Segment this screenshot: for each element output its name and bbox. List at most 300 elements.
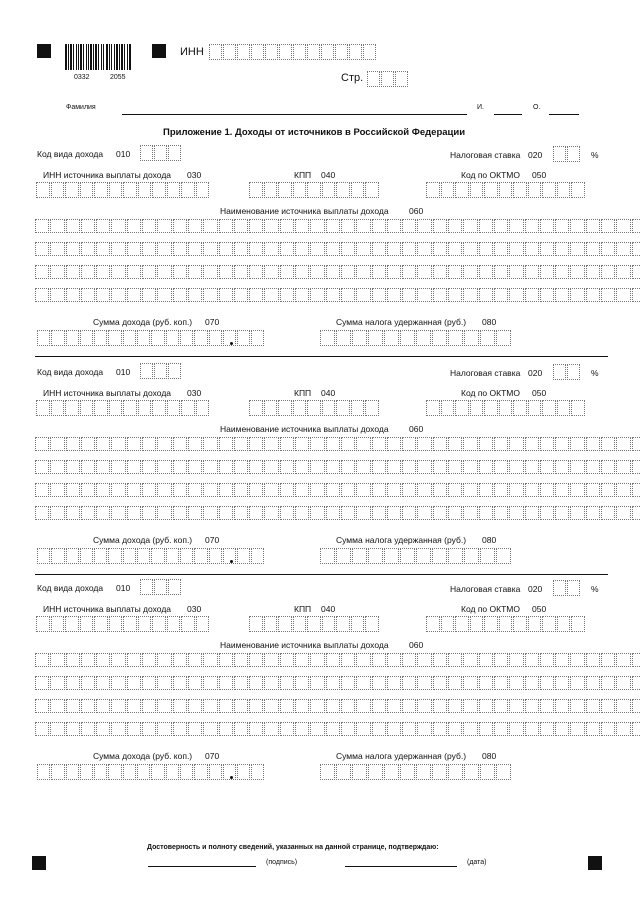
- input-cell[interactable]: [553, 580, 566, 596]
- input-cell[interactable]: [196, 616, 210, 632]
- input-cell[interactable]: [219, 437, 233, 451]
- input-cell[interactable]: [111, 242, 125, 256]
- input-cell[interactable]: [157, 460, 171, 474]
- input-cell[interactable]: [249, 699, 263, 713]
- input-cell[interactable]: [111, 653, 125, 667]
- input-cell[interactable]: [138, 400, 152, 416]
- input-cell[interactable]: [616, 506, 630, 520]
- input-cell[interactable]: [356, 722, 370, 736]
- input-cell[interactable]: [417, 653, 431, 667]
- input-cell[interactable]: [264, 483, 278, 497]
- tax-rate-field[interactable]: [553, 364, 581, 380]
- input-cell[interactable]: [351, 182, 365, 198]
- input-cell[interactable]: [326, 653, 340, 667]
- input-cell[interactable]: [494, 676, 508, 690]
- input-cell[interactable]: [525, 288, 539, 302]
- input-cell[interactable]: [140, 145, 153, 161]
- input-cell[interactable]: [94, 764, 107, 780]
- input-cell[interactable]: [50, 722, 64, 736]
- input-cell[interactable]: [368, 764, 383, 780]
- input-cell[interactable]: [173, 219, 187, 233]
- input-cell[interactable]: [513, 616, 527, 632]
- input-cell[interactable]: [50, 288, 64, 302]
- source-name-row[interactable]: [35, 676, 640, 690]
- input-cell[interactable]: [381, 71, 394, 87]
- input-cell[interactable]: [356, 699, 370, 713]
- input-cell[interactable]: [416, 330, 431, 346]
- input-cell[interactable]: [540, 699, 554, 713]
- input-cell[interactable]: [509, 265, 523, 279]
- input-cell[interactable]: [168, 145, 181, 161]
- input-cell[interactable]: [402, 288, 416, 302]
- input-cell[interactable]: [387, 437, 401, 451]
- input-cell[interactable]: [632, 219, 640, 233]
- input-cell[interactable]: [352, 330, 367, 346]
- tax-withheld-field[interactable]: [320, 548, 512, 564]
- input-cell[interactable]: [528, 616, 542, 632]
- input-cell[interactable]: [484, 400, 498, 416]
- input-cell[interactable]: [426, 182, 440, 198]
- input-cell[interactable]: [553, 364, 566, 380]
- input-cell[interactable]: [80, 764, 93, 780]
- input-cell[interactable]: [157, 483, 171, 497]
- input-cell[interactable]: [219, 483, 233, 497]
- input-cell[interactable]: [433, 653, 447, 667]
- input-cell[interactable]: [66, 288, 80, 302]
- input-cell[interactable]: [494, 722, 508, 736]
- input-cell[interactable]: [249, 506, 263, 520]
- input-cell[interactable]: [111, 437, 125, 451]
- input-cell[interactable]: [173, 437, 187, 451]
- input-cell[interactable]: [455, 616, 469, 632]
- input-cell[interactable]: [127, 506, 141, 520]
- input-cell[interactable]: [372, 653, 386, 667]
- input-cell[interactable]: [173, 506, 187, 520]
- input-cell[interactable]: [479, 219, 493, 233]
- input-cell[interactable]: [417, 460, 431, 474]
- input-cell[interactable]: [336, 548, 351, 564]
- input-cell[interactable]: [448, 288, 462, 302]
- input-cell[interactable]: [196, 182, 210, 198]
- input-cell[interactable]: [181, 182, 195, 198]
- input-cell[interactable]: [35, 722, 49, 736]
- input-cell[interactable]: [494, 242, 508, 256]
- source-name-row[interactable]: [35, 483, 640, 497]
- input-cell[interactable]: [448, 330, 463, 346]
- input-cell[interactable]: [264, 242, 278, 256]
- input-cell[interactable]: [280, 699, 294, 713]
- input-cell[interactable]: [540, 722, 554, 736]
- input-cell[interactable]: [586, 653, 600, 667]
- input-cell[interactable]: [188, 722, 202, 736]
- input-cell[interactable]: [203, 699, 217, 713]
- input-cell[interactable]: [632, 699, 640, 713]
- input-cell[interactable]: [111, 219, 125, 233]
- input-cell[interactable]: [249, 288, 263, 302]
- input-cell[interactable]: [66, 265, 80, 279]
- input-cell[interactable]: [36, 182, 50, 198]
- input-cell[interactable]: [553, 146, 566, 162]
- input-cell[interactable]: [219, 506, 233, 520]
- input-cell[interactable]: [601, 265, 615, 279]
- input-cell[interactable]: [142, 242, 156, 256]
- input-cell[interactable]: [80, 182, 94, 198]
- input-cell[interactable]: [352, 548, 367, 564]
- input-cell[interactable]: [96, 219, 110, 233]
- input-cell[interactable]: [142, 483, 156, 497]
- input-cell[interactable]: [470, 616, 484, 632]
- input-cell[interactable]: [234, 265, 248, 279]
- input-cell[interactable]: [50, 242, 64, 256]
- input-cell[interactable]: [494, 506, 508, 520]
- input-cell[interactable]: [356, 437, 370, 451]
- tax-rate-field[interactable]: [553, 580, 581, 596]
- input-cell[interactable]: [181, 616, 195, 632]
- input-cell[interactable]: [295, 506, 309, 520]
- input-cell[interactable]: [372, 219, 386, 233]
- input-cell[interactable]: [157, 699, 171, 713]
- input-cell[interactable]: [234, 653, 248, 667]
- income-sum-kop-field[interactable]: [237, 764, 265, 780]
- input-cell[interactable]: [96, 242, 110, 256]
- input-cell[interactable]: [448, 483, 462, 497]
- input-cell[interactable]: [402, 722, 416, 736]
- input-cell[interactable]: [336, 764, 351, 780]
- input-cell[interactable]: [479, 460, 493, 474]
- input-cell[interactable]: [66, 676, 80, 690]
- input-cell[interactable]: [432, 764, 447, 780]
- input-cell[interactable]: [35, 219, 49, 233]
- input-cell[interactable]: [632, 506, 640, 520]
- input-cell[interactable]: [188, 676, 202, 690]
- input-cell[interactable]: [363, 44, 376, 60]
- surname-field[interactable]: [122, 114, 467, 115]
- input-cell[interactable]: [223, 44, 236, 60]
- input-cell[interactable]: [35, 242, 49, 256]
- input-cell[interactable]: [209, 764, 222, 780]
- input-cell[interactable]: [586, 676, 600, 690]
- input-cell[interactable]: [123, 548, 136, 564]
- input-cell[interactable]: [513, 182, 527, 198]
- input-cell[interactable]: [540, 653, 554, 667]
- input-cell[interactable]: [234, 722, 248, 736]
- input-cell[interactable]: [111, 265, 125, 279]
- input-cell[interactable]: [463, 653, 477, 667]
- input-cell[interactable]: [448, 265, 462, 279]
- input-cell[interactable]: [111, 722, 125, 736]
- input-cell[interactable]: [127, 437, 141, 451]
- input-cell[interactable]: [525, 460, 539, 474]
- input-cell[interactable]: [51, 400, 65, 416]
- input-cell[interactable]: [180, 548, 193, 564]
- input-cell[interactable]: [293, 44, 306, 60]
- input-cell[interactable]: [463, 506, 477, 520]
- input-cell[interactable]: [81, 219, 95, 233]
- input-cell[interactable]: [295, 483, 309, 497]
- input-cell[interactable]: [322, 182, 336, 198]
- input-cell[interactable]: [310, 483, 324, 497]
- input-cell[interactable]: [35, 483, 49, 497]
- input-cell[interactable]: [50, 653, 64, 667]
- input-cell[interactable]: [173, 288, 187, 302]
- input-cell[interactable]: [234, 219, 248, 233]
- input-cell[interactable]: [81, 288, 95, 302]
- input-cell[interactable]: [509, 653, 523, 667]
- input-cell[interactable]: [571, 400, 585, 416]
- input-cell[interactable]: [540, 242, 554, 256]
- input-cell[interactable]: [513, 400, 527, 416]
- income-code-field[interactable]: [140, 579, 182, 595]
- input-cell[interactable]: [137, 548, 150, 564]
- input-cell[interactable]: [525, 437, 539, 451]
- oktmo-field[interactable]: [426, 182, 586, 198]
- input-cell[interactable]: [264, 400, 278, 416]
- input-cell[interactable]: [127, 653, 141, 667]
- input-cell[interactable]: [249, 219, 263, 233]
- input-cell[interactable]: [194, 330, 207, 346]
- input-cell[interactable]: [37, 330, 50, 346]
- input-cell[interactable]: [341, 265, 355, 279]
- input-cell[interactable]: [463, 676, 477, 690]
- input-cell[interactable]: [570, 722, 584, 736]
- input-cell[interactable]: [188, 460, 202, 474]
- input-cell[interactable]: [264, 676, 278, 690]
- input-cell[interactable]: [65, 616, 79, 632]
- input-cell[interactable]: [528, 400, 542, 416]
- input-cell[interactable]: [108, 548, 121, 564]
- input-cell[interactable]: [152, 616, 166, 632]
- input-cell[interactable]: [142, 437, 156, 451]
- input-cell[interactable]: [416, 548, 431, 564]
- input-cell[interactable]: [479, 676, 493, 690]
- input-cell[interactable]: [387, 460, 401, 474]
- input-cell[interactable]: [494, 460, 508, 474]
- input-cell[interactable]: [341, 699, 355, 713]
- input-cell[interactable]: [320, 764, 335, 780]
- input-cell[interactable]: [570, 265, 584, 279]
- input-cell[interactable]: [320, 330, 335, 346]
- input-cell[interactable]: [66, 722, 80, 736]
- input-cell[interactable]: [509, 437, 523, 451]
- input-cell[interactable]: [509, 219, 523, 233]
- input-cell[interactable]: [494, 219, 508, 233]
- input-cell[interactable]: [80, 548, 93, 564]
- input-cell[interactable]: [249, 483, 263, 497]
- source-name-row[interactable]: [35, 219, 640, 233]
- input-cell[interactable]: [616, 483, 630, 497]
- input-cell[interactable]: [367, 71, 380, 87]
- source-name-row[interactable]: [35, 722, 640, 736]
- input-cell[interactable]: [402, 483, 416, 497]
- input-cell[interactable]: [601, 722, 615, 736]
- input-cell[interactable]: [96, 437, 110, 451]
- input-cell[interactable]: [448, 460, 462, 474]
- input-cell[interactable]: [157, 242, 171, 256]
- input-cell[interactable]: [264, 506, 278, 520]
- input-cell[interactable]: [433, 242, 447, 256]
- input-cell[interactable]: [322, 400, 336, 416]
- input-cell[interactable]: [555, 437, 569, 451]
- input-cell[interactable]: [80, 400, 94, 416]
- input-cell[interactable]: [432, 548, 447, 564]
- input-cell[interactable]: [251, 764, 264, 780]
- input-cell[interactable]: [356, 242, 370, 256]
- input-cell[interactable]: [249, 242, 263, 256]
- input-cell[interactable]: [140, 363, 153, 379]
- input-cell[interactable]: [219, 722, 233, 736]
- input-cell[interactable]: [108, 764, 121, 780]
- input-cell[interactable]: [365, 400, 379, 416]
- input-cell[interactable]: [152, 400, 166, 416]
- input-cell[interactable]: [280, 506, 294, 520]
- input-cell[interactable]: [555, 219, 569, 233]
- input-cell[interactable]: [352, 764, 367, 780]
- input-cell[interactable]: [387, 288, 401, 302]
- input-cell[interactable]: [540, 460, 554, 474]
- input-cell[interactable]: [188, 288, 202, 302]
- input-cell[interactable]: [265, 44, 278, 60]
- input-cell[interactable]: [219, 460, 233, 474]
- input-cell[interactable]: [570, 653, 584, 667]
- input-cell[interactable]: [108, 330, 121, 346]
- input-cell[interactable]: [433, 219, 447, 233]
- input-cell[interactable]: [341, 653, 355, 667]
- input-cell[interactable]: [310, 460, 324, 474]
- input-cell[interactable]: [326, 219, 340, 233]
- input-cell[interactable]: [203, 265, 217, 279]
- income-sum-kop-field[interactable]: [237, 330, 265, 346]
- input-cell[interactable]: [81, 653, 95, 667]
- input-cell[interactable]: [203, 437, 217, 451]
- input-cell[interactable]: [50, 483, 64, 497]
- input-cell[interactable]: [586, 506, 600, 520]
- input-cell[interactable]: [181, 400, 195, 416]
- input-cell[interactable]: [264, 653, 278, 667]
- input-cell[interactable]: [237, 330, 250, 346]
- input-cell[interactable]: [555, 722, 569, 736]
- input-cell[interactable]: [237, 764, 250, 780]
- input-cell[interactable]: [372, 483, 386, 497]
- input-cell[interactable]: [586, 699, 600, 713]
- input-cell[interactable]: [433, 722, 447, 736]
- input-cell[interactable]: [127, 722, 141, 736]
- input-cell[interactable]: [494, 288, 508, 302]
- input-cell[interactable]: [35, 265, 49, 279]
- input-cell[interactable]: [264, 616, 278, 632]
- input-cell[interactable]: [555, 676, 569, 690]
- input-cell[interactable]: [441, 616, 455, 632]
- input-cell[interactable]: [384, 764, 399, 780]
- input-cell[interactable]: [111, 699, 125, 713]
- input-cell[interactable]: [123, 330, 136, 346]
- source-inn-field[interactable]: [36, 616, 210, 632]
- input-cell[interactable]: [601, 219, 615, 233]
- input-cell[interactable]: [280, 653, 294, 667]
- input-cell[interactable]: [326, 483, 340, 497]
- input-cell[interactable]: [601, 699, 615, 713]
- kpp-field[interactable]: [249, 182, 380, 198]
- input-cell[interactable]: [463, 699, 477, 713]
- input-cell[interactable]: [542, 400, 556, 416]
- input-cell[interactable]: [372, 242, 386, 256]
- input-cell[interactable]: [571, 182, 585, 198]
- input-cell[interactable]: [35, 460, 49, 474]
- input-cell[interactable]: [387, 506, 401, 520]
- input-cell[interactable]: [463, 242, 477, 256]
- input-cell[interactable]: [37, 548, 50, 564]
- input-cell[interactable]: [433, 265, 447, 279]
- input-cell[interactable]: [601, 288, 615, 302]
- input-cell[interactable]: [402, 676, 416, 690]
- input-cell[interactable]: [310, 676, 324, 690]
- input-cell[interactable]: [479, 483, 493, 497]
- input-cell[interactable]: [570, 437, 584, 451]
- input-cell[interactable]: [586, 242, 600, 256]
- input-cell[interactable]: [586, 265, 600, 279]
- input-cell[interactable]: [387, 653, 401, 667]
- input-cell[interactable]: [142, 288, 156, 302]
- input-cell[interactable]: [632, 288, 640, 302]
- input-cell[interactable]: [542, 616, 556, 632]
- input-cell[interactable]: [632, 242, 640, 256]
- input-cell[interactable]: [540, 483, 554, 497]
- input-cell[interactable]: [499, 182, 513, 198]
- input-cell[interactable]: [249, 722, 263, 736]
- input-cell[interactable]: [166, 548, 179, 564]
- input-cell[interactable]: [384, 330, 399, 346]
- input-cell[interactable]: [142, 653, 156, 667]
- input-cell[interactable]: [601, 653, 615, 667]
- input-cell[interactable]: [326, 722, 340, 736]
- input-cell[interactable]: [540, 437, 554, 451]
- input-cell[interactable]: [209, 44, 222, 60]
- input-cell[interactable]: [280, 676, 294, 690]
- input-cell[interactable]: [249, 653, 263, 667]
- input-cell[interactable]: [448, 548, 463, 564]
- input-cell[interactable]: [280, 242, 294, 256]
- input-cell[interactable]: [51, 616, 65, 632]
- input-cell[interactable]: [123, 400, 137, 416]
- input-cell[interactable]: [387, 242, 401, 256]
- input-cell[interactable]: [368, 548, 383, 564]
- input-cell[interactable]: [280, 483, 294, 497]
- input-cell[interactable]: [137, 330, 150, 346]
- input-cell[interactable]: [484, 616, 498, 632]
- input-cell[interactable]: [341, 506, 355, 520]
- input-cell[interactable]: [66, 330, 79, 346]
- input-cell[interactable]: [173, 722, 187, 736]
- input-cell[interactable]: [249, 676, 263, 690]
- input-cell[interactable]: [293, 182, 307, 198]
- input-cell[interactable]: [555, 242, 569, 256]
- input-cell[interactable]: [326, 506, 340, 520]
- input-cell[interactable]: [96, 483, 110, 497]
- input-cell[interactable]: [387, 265, 401, 279]
- input-cell[interactable]: [278, 616, 292, 632]
- input-cell[interactable]: [326, 265, 340, 279]
- input-cell[interactable]: [203, 653, 217, 667]
- input-cell[interactable]: [400, 330, 415, 346]
- input-cell[interactable]: [464, 548, 479, 564]
- input-cell[interactable]: [570, 483, 584, 497]
- input-cell[interactable]: [180, 764, 193, 780]
- input-cell[interactable]: [219, 676, 233, 690]
- input-cell[interactable]: [402, 699, 416, 713]
- input-cell[interactable]: [400, 548, 415, 564]
- input-cell[interactable]: [448, 219, 462, 233]
- input-cell[interactable]: [463, 265, 477, 279]
- input-cell[interactable]: [494, 483, 508, 497]
